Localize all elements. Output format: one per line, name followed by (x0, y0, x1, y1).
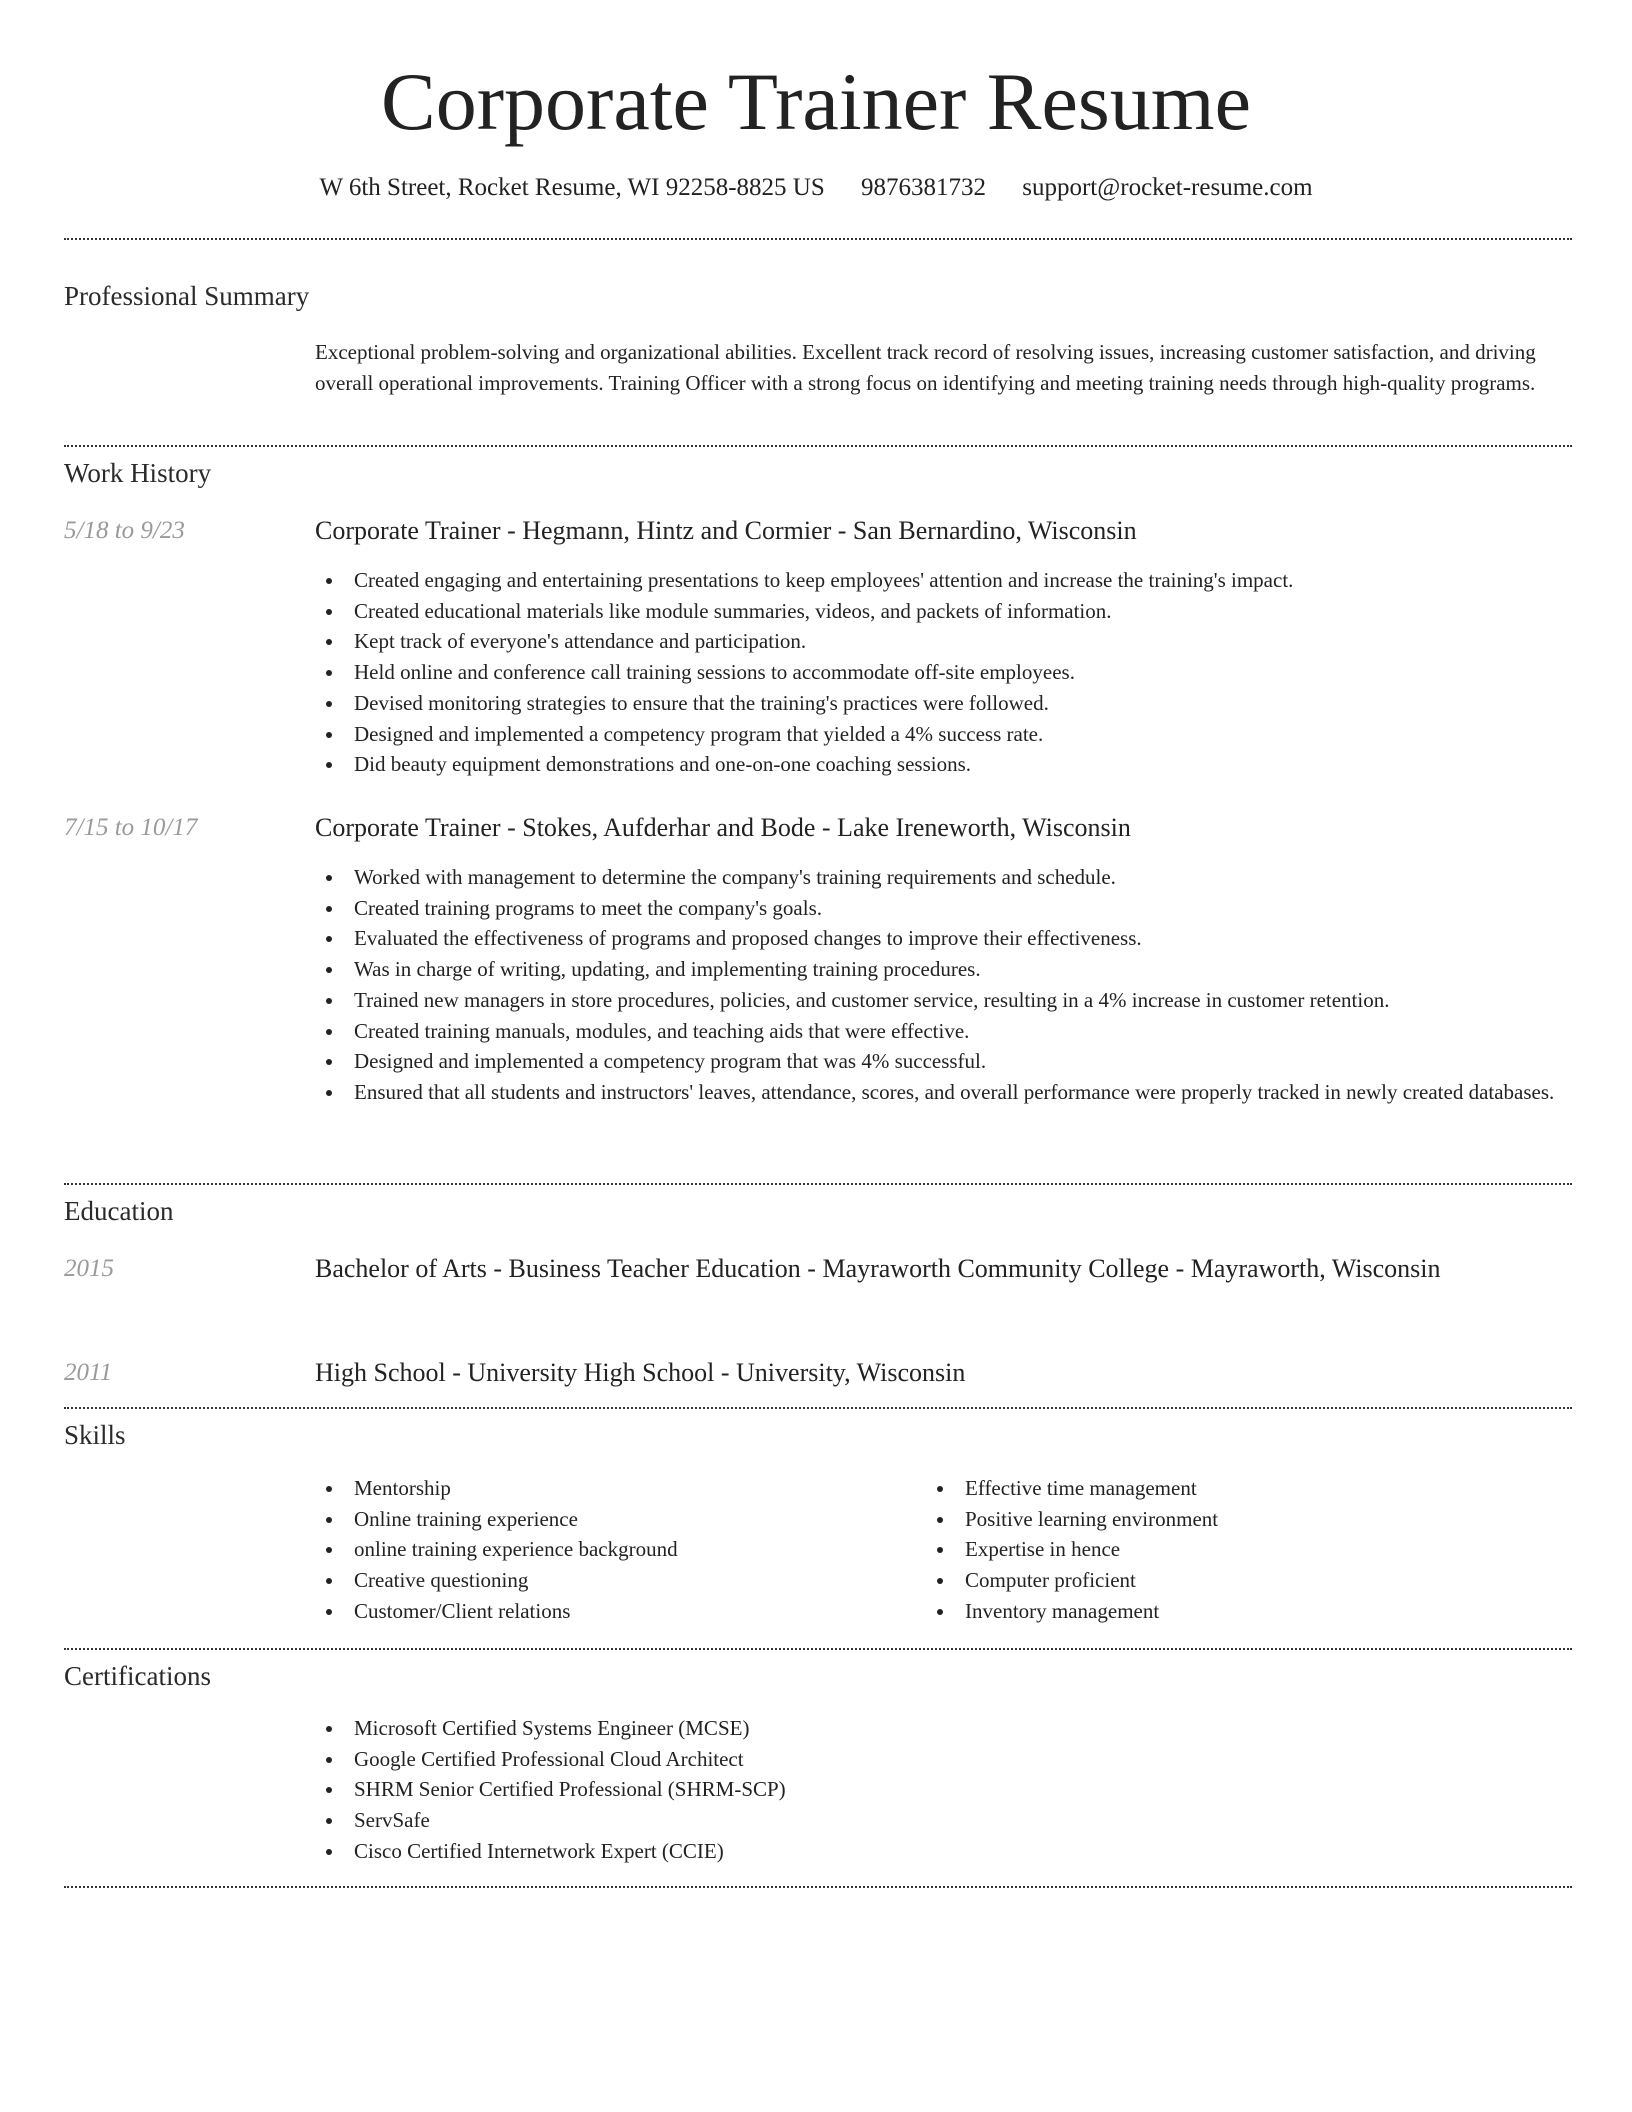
resume-title: Corporate Trainer Resume (381, 56, 1251, 147)
job-bullet: Designed and implemented a competency program that yielded a 4% success rate. (354, 719, 1617, 750)
section-heading-skills: Skills (64, 1420, 126, 1450)
contact-email[interactable]: support@rocket-resume.com (1022, 174, 1313, 201)
certification-item: Google Certified Professional Cloud Architect (354, 1744, 1617, 1775)
section-heading-certifications: Certifications (64, 1661, 211, 1691)
job-bullet: Worked with management to determine the company's training requirements and schedule. (354, 862, 1617, 893)
section-divider (64, 1886, 1572, 1888)
education-entry: Bachelor of Arts - Business Teacher Education - Mayraworth Community College - Mayraworth, Wisconsin (315, 1254, 1441, 1283)
summary-text: Exceptional problem-solving and organizational abilities. Excellent track record of resolving issues, increasing customer satisfaction, and driving overall operational improvements. Training Officer with a strong focus on identifying and meeting training needs through high-quality programs. (315, 340, 1536, 395)
section-heading-summary: Professional Summary (64, 281, 310, 311)
job-title: Corporate Trainer - Stokes, Aufderhar and Bode - Lake Ireneworth, Wisconsin (315, 813, 1131, 842)
job-bullet: Designed and implemented a competency program that was 4% successful. (354, 1046, 1617, 1077)
skill-item: Expertise in hence (965, 1534, 1585, 1565)
education-year: 2011 (64, 1359, 113, 1386)
job-bullet-list (310, 862, 1617, 1108)
section-heading-education: Education (64, 1196, 174, 1226)
contact-address: W 6th Street, Rocket Resume, WI 92258-8825 US (319, 174, 825, 201)
section-divider (64, 238, 1572, 240)
skill-item: online training experience background (354, 1534, 914, 1565)
section-divider (64, 445, 1572, 447)
job-bullet: Held online and conference call training sessions to accommodate off-site employees. (354, 657, 1617, 688)
job-bullet: Trained new managers in store procedures, policies, and customer service, resulting in a 4% increase in customer retention. (354, 985, 1617, 1016)
skills-list-right (921, 1473, 1585, 1627)
job-bullet: Evaluated the effectiveness of programs and proposed changes to improve their effectiveness. (354, 923, 1617, 954)
job-bullet: Was in charge of writing, updating, and implementing training procedures. (354, 954, 1617, 985)
job-bullet: Created engaging and entertaining presentations to keep employees' attention and increase the training's impact. (354, 565, 1617, 596)
education-entry: High School - University High School - University, Wisconsin (315, 1358, 966, 1387)
job-title: Corporate Trainer - Hegmann, Hintz and Cormier - San Bernardino, Wisconsin (315, 516, 1137, 545)
contact-line (0, 170, 1632, 206)
skills-list-left (310, 1473, 914, 1627)
section-heading-work-history: Work History (64, 458, 212, 488)
skill-item: Computer proficient (965, 1565, 1585, 1596)
skill-item: Inventory management (965, 1596, 1585, 1627)
section-divider (64, 1648, 1572, 1650)
contact-phone: 9876381732 (860, 174, 986, 201)
skill-item: Creative questioning (354, 1565, 914, 1596)
job-bullet: Ensured that all students and instructors' leaves, attendance, scores, and overall performance were properly tracked in newly created databases. (354, 1077, 1617, 1108)
job-bullet: Created training programs to meet the company's goals. (354, 893, 1617, 924)
certification-item: Microsoft Certified Systems Engineer (MCSE) (354, 1713, 1617, 1744)
job-bullet: Created training manuals, modules, and teaching aids that were effective. (354, 1016, 1617, 1047)
job-dates: 5/18 to 9/23 (64, 517, 185, 544)
job-bullet: Devised monitoring strategies to ensure that the training's practices were followed. (354, 688, 1617, 719)
job-dates: 7/15 to 10/17 (64, 814, 198, 841)
job-bullet: Did beauty equipment demonstrations and one-on-one coaching sessions. (354, 749, 1617, 780)
section-divider (64, 1407, 1572, 1409)
certification-item: Cisco Certified Internetwork Expert (CCIE) (354, 1836, 1617, 1867)
skill-item: Positive learning environment (965, 1504, 1585, 1535)
job-bullet-list (310, 565, 1617, 780)
skill-item: Effective time management (965, 1473, 1585, 1504)
job-bullet: Created educational materials like module summaries, videos, and packets of information. (354, 596, 1617, 627)
skill-item: Online training experience (354, 1504, 914, 1535)
education-year: 2015 (64, 1255, 114, 1282)
job-bullet: Kept track of everyone's attendance and participation. (354, 626, 1617, 657)
section-divider (64, 1183, 1572, 1185)
skill-item: Mentorship (354, 1473, 914, 1504)
skill-item: Customer/Client relations (354, 1596, 914, 1627)
certification-item: SHRM Senior Certified Professional (SHRM-SCP) (354, 1774, 1617, 1805)
certification-item: ServSafe (354, 1805, 1617, 1836)
certifications-list (310, 1713, 1617, 1867)
